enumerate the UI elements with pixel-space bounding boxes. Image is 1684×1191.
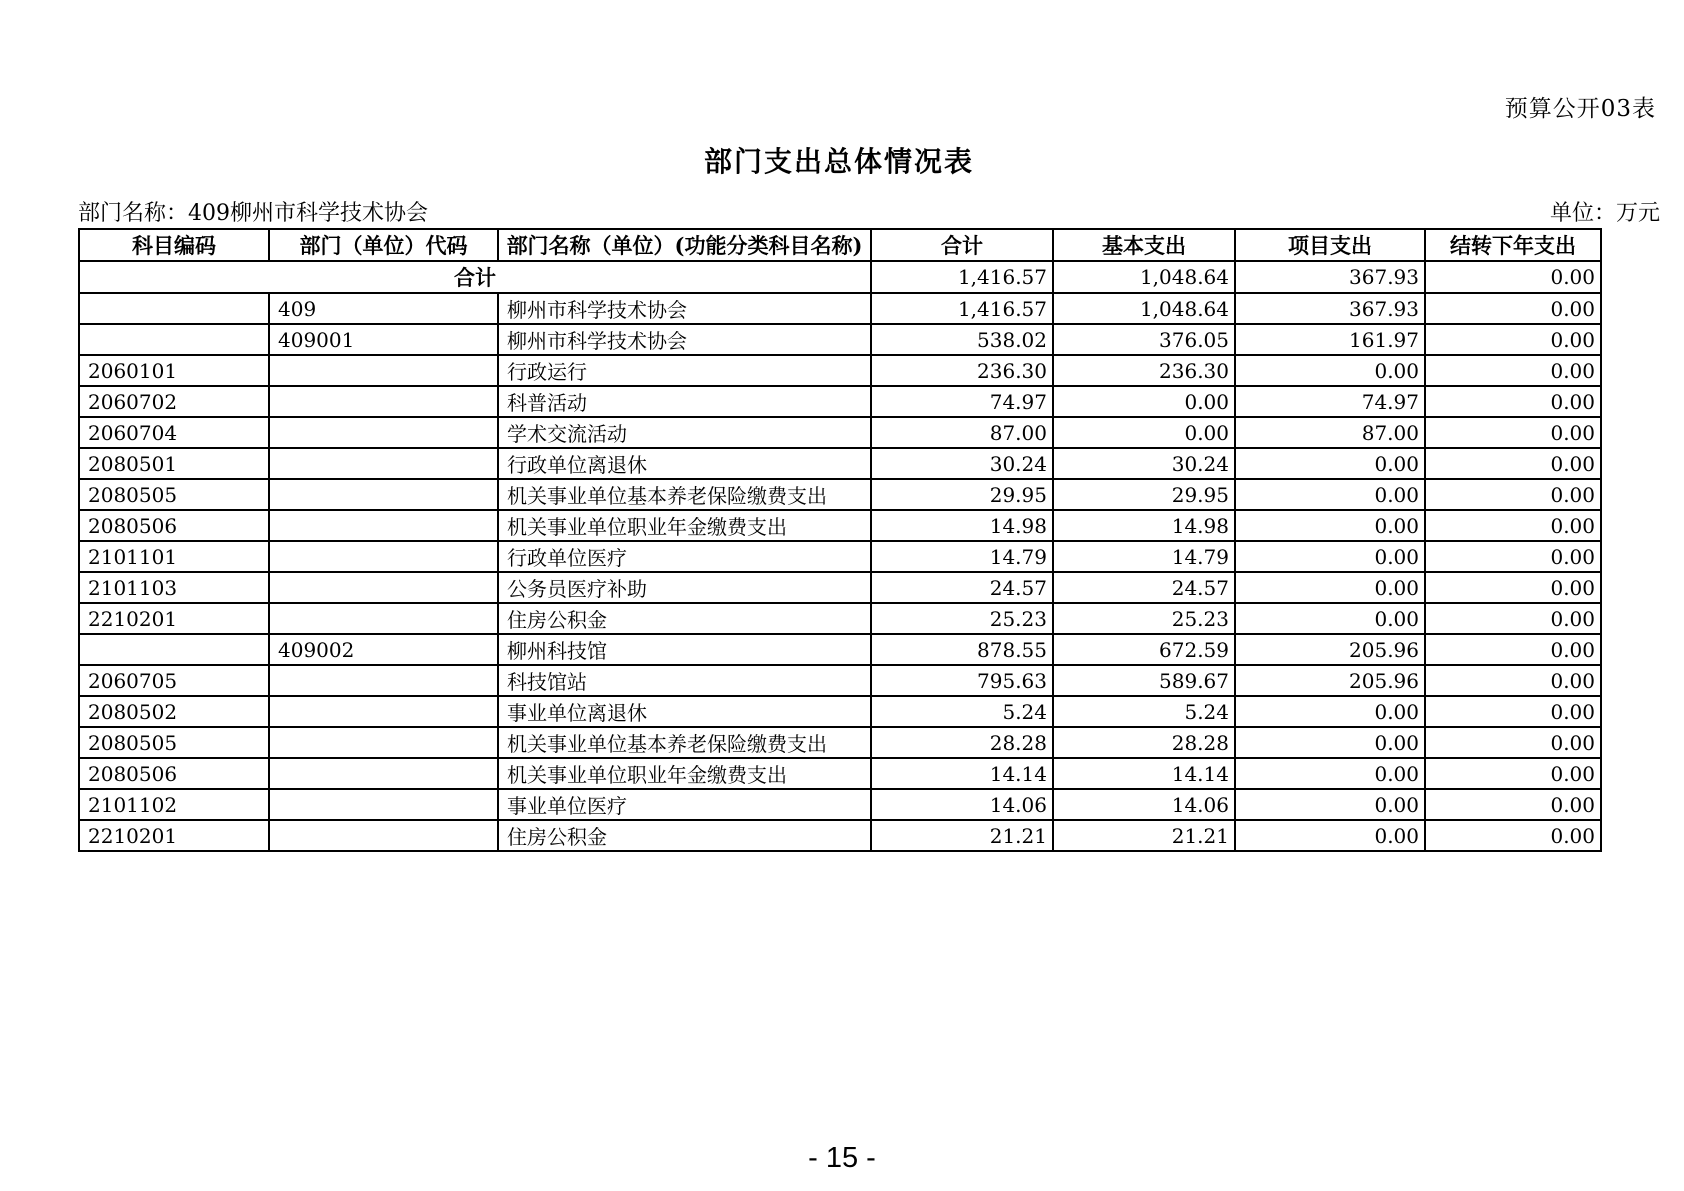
table-row — [79, 758, 1601, 789]
cell-basic: 29.95 — [1053, 479, 1235, 510]
doc-sheet-label: 预算公开03表 — [1504, 96, 1656, 122]
cell-name: 住房公积金 — [498, 603, 871, 634]
cell-total: 21.21 — [871, 820, 1053, 851]
cell-total: 14.98 — [871, 510, 1053, 541]
cell-total: 538.02 — [871, 324, 1053, 355]
cell-project: 0.00 — [1235, 479, 1425, 510]
cell-dept-code — [269, 448, 498, 479]
cell-carryover: 0.00 — [1425, 820, 1601, 851]
table-row — [79, 789, 1601, 820]
cell-subject-code: 2080505 — [79, 479, 269, 510]
table-row — [79, 479, 1601, 510]
cell-subject-code: 2080501 — [79, 448, 269, 479]
cell-subject-code — [79, 293, 269, 324]
cell-project: 0.00 — [1235, 448, 1425, 479]
cell-dept-code — [269, 665, 498, 696]
cell-project: 0.00 — [1235, 696, 1425, 727]
cell-basic: 236.30 — [1053, 355, 1235, 386]
cell-dept-code — [269, 479, 498, 510]
cell-name: 行政运行 — [498, 355, 871, 386]
table-row — [79, 634, 1601, 665]
cell-carryover: 0.00 — [1425, 293, 1601, 324]
header-dept-code: 部门（单位）代码 — [269, 229, 498, 261]
header-basic-expenditure: 基本支出 — [1053, 229, 1235, 261]
cell-project: 87.00 — [1235, 417, 1425, 448]
table-row — [79, 417, 1601, 448]
cell-dept-code — [269, 572, 498, 603]
cell-total: 1,416.57 — [871, 293, 1053, 324]
total-row-section — [79, 261, 1601, 293]
cell-carryover: 0.00 — [1425, 417, 1601, 448]
cell-subject-code — [79, 634, 269, 665]
cell-basic: 0.00 — [1053, 417, 1235, 448]
table-row — [79, 541, 1601, 572]
header-dept-name: 部门名称（单位）(功能分类科目名称) — [498, 229, 871, 261]
header-total: 合计 — [871, 229, 1053, 261]
cell-carryover: 0.00 — [1425, 727, 1601, 758]
cell-project: 0.00 — [1235, 789, 1425, 820]
page-title: 部门支出总体情况表 — [703, 145, 974, 178]
cell-dept-code — [269, 820, 498, 851]
cell-name: 机关事业单位基本养老保险缴费支出 — [498, 727, 871, 758]
cell-total: 1,416.57 — [871, 261, 1053, 293]
cell-subject-code: 2080505 — [79, 727, 269, 758]
cell-project: 367.93 — [1235, 261, 1425, 293]
page-number: - 15 - — [808, 1142, 876, 1174]
cell-total: 28.28 — [871, 727, 1053, 758]
cell-subject-code: 2101101 — [79, 541, 269, 572]
cell-project: 0.00 — [1235, 820, 1425, 851]
cell-carryover: 0.00 — [1425, 603, 1601, 634]
cell-subject-code: 2060704 — [79, 417, 269, 448]
header-project-expenditure: 项目支出 — [1235, 229, 1425, 261]
cell-project: 0.00 — [1235, 758, 1425, 789]
cell-basic: 14.98 — [1053, 510, 1235, 541]
cell-name: 住房公积金 — [498, 820, 871, 851]
unit-label: 单位：万元 — [1549, 201, 1660, 226]
cell-carryover: 0.00 — [1425, 665, 1601, 696]
cell-project: 0.00 — [1235, 572, 1425, 603]
table-row — [79, 324, 1601, 355]
cell-project: 74.97 — [1235, 386, 1425, 417]
cell-carryover: 0.00 — [1425, 541, 1601, 572]
table-body — [79, 293, 1601, 851]
department-name-label: 部门名称：409柳州市科学技术协会 — [78, 201, 428, 226]
table-row — [79, 603, 1601, 634]
table-row — [79, 665, 1601, 696]
cell-carryover: 0.00 — [1425, 479, 1601, 510]
cell-name: 机关事业单位职业年金缴费支出 — [498, 510, 871, 541]
cell-basic: 24.57 — [1053, 572, 1235, 603]
cell-subject-code: 2080506 — [79, 510, 269, 541]
table-header-row — [79, 229, 1601, 261]
cell-dept-code — [269, 727, 498, 758]
cell-carryover: 0.00 — [1425, 789, 1601, 820]
cell-carryover: 0.00 — [1425, 448, 1601, 479]
cell-basic: 25.23 — [1053, 603, 1235, 634]
cell-basic: 30.24 — [1053, 448, 1235, 479]
cell-total: 24.57 — [871, 572, 1053, 603]
cell-subject-code — [79, 324, 269, 355]
cell-dept-code — [269, 355, 498, 386]
cell-dept-code — [269, 417, 498, 448]
cell-total: 14.14 — [871, 758, 1053, 789]
table-header — [79, 229, 1601, 261]
header-carryover-expenditure: 结转下年支出 — [1425, 229, 1601, 261]
grand-total-row — [79, 261, 1601, 293]
cell-basic: 376.05 — [1053, 324, 1235, 355]
cell-total: 878.55 — [871, 634, 1053, 665]
cell-basic: 14.79 — [1053, 541, 1235, 572]
cell-carryover: 0.00 — [1425, 634, 1601, 665]
cell-name: 事业单位医疗 — [498, 789, 871, 820]
cell-subject-code: 2210201 — [79, 820, 269, 851]
cell-total: 795.63 — [871, 665, 1053, 696]
cell-subject-code: 2080506 — [79, 758, 269, 789]
cell-dept-code — [269, 696, 498, 727]
cell-project: 205.96 — [1235, 634, 1425, 665]
cell-carryover: 0.00 — [1425, 261, 1601, 293]
cell-project: 0.00 — [1235, 727, 1425, 758]
cell-name: 柳州市科学技术协会 — [498, 324, 871, 355]
cell-basic: 5.24 — [1053, 696, 1235, 727]
cell-total: 29.95 — [871, 479, 1053, 510]
cell-carryover: 0.00 — [1425, 572, 1601, 603]
cell-basic: 672.59 — [1053, 634, 1235, 665]
cell-project: 0.00 — [1235, 510, 1425, 541]
cell-name: 科技馆站 — [498, 665, 871, 696]
cell-subject-code: 2080502 — [79, 696, 269, 727]
table-row — [79, 510, 1601, 541]
cell-dept-code — [269, 789, 498, 820]
cell-subject-code: 2210201 — [79, 603, 269, 634]
cell-subject-code: 2101103 — [79, 572, 269, 603]
cell-total: 30.24 — [871, 448, 1053, 479]
cell-name: 事业单位离退休 — [498, 696, 871, 727]
cell-dept-code — [269, 386, 498, 417]
table-row — [79, 727, 1601, 758]
cell-project: 0.00 — [1235, 355, 1425, 386]
cell-dept-code — [269, 541, 498, 572]
cell-total: 25.23 — [871, 603, 1053, 634]
cell-total: 14.06 — [871, 789, 1053, 820]
table-row — [79, 293, 1601, 324]
cell-project: 367.93 — [1235, 293, 1425, 324]
cell-name: 机关事业单位基本养老保险缴费支出 — [498, 479, 871, 510]
cell-subject-code: 2060101 — [79, 355, 269, 386]
table-row — [79, 448, 1601, 479]
table-info-line — [78, 196, 1660, 227]
cell-project: 0.00 — [1235, 541, 1425, 572]
cell-basic: 1,048.64 — [1053, 261, 1235, 293]
cell-name: 行政单位医疗 — [498, 541, 871, 572]
cell-carryover: 0.00 — [1425, 510, 1601, 541]
cell-dept-code — [269, 510, 498, 541]
cell-subject-code: 2060702 — [79, 386, 269, 417]
cell-carryover: 0.00 — [1425, 386, 1601, 417]
cell-basic: 0.00 — [1053, 386, 1235, 417]
cell-total: 5.24 — [871, 696, 1053, 727]
cell-basic: 1,048.64 — [1053, 293, 1235, 324]
cell-basic: 14.14 — [1053, 758, 1235, 789]
cell-basic: 14.06 — [1053, 789, 1235, 820]
cell-total-label: 合计 — [79, 261, 871, 293]
table-row — [79, 386, 1601, 417]
cell-name: 科普活动 — [498, 386, 871, 417]
cell-dept-code — [269, 603, 498, 634]
cell-total: 236.30 — [871, 355, 1053, 386]
table-row — [79, 355, 1601, 386]
cell-project: 0.00 — [1235, 603, 1425, 634]
cell-name: 学术交流活动 — [498, 417, 871, 448]
header-subject-code: 科目编码 — [79, 229, 269, 261]
cell-dept-code: 409001 — [269, 324, 498, 355]
cell-total: 14.79 — [871, 541, 1053, 572]
cell-name: 柳州市科学技术协会 — [498, 293, 871, 324]
cell-name: 公务员医疗补助 — [498, 572, 871, 603]
cell-subject-code: 2101102 — [79, 789, 269, 820]
cell-basic: 28.28 — [1053, 727, 1235, 758]
table-row — [79, 572, 1601, 603]
cell-carryover: 0.00 — [1425, 758, 1601, 789]
cell-basic: 589.67 — [1053, 665, 1235, 696]
cell-name: 柳州科技馆 — [498, 634, 871, 665]
cell-carryover: 0.00 — [1425, 324, 1601, 355]
cell-dept-code — [269, 758, 498, 789]
cell-dept-code: 409 — [269, 293, 498, 324]
cell-carryover: 0.00 — [1425, 355, 1601, 386]
expenditure-table — [78, 228, 1602, 852]
cell-name: 机关事业单位职业年金缴费支出 — [498, 758, 871, 789]
cell-total: 74.97 — [871, 386, 1053, 417]
cell-carryover: 0.00 — [1425, 696, 1601, 727]
cell-project: 205.96 — [1235, 665, 1425, 696]
table-row — [79, 820, 1601, 851]
table-row — [79, 696, 1601, 727]
cell-dept-code: 409002 — [269, 634, 498, 665]
cell-project: 161.97 — [1235, 324, 1425, 355]
cell-basic: 21.21 — [1053, 820, 1235, 851]
cell-name: 行政单位离退休 — [498, 448, 871, 479]
cell-subject-code: 2060705 — [79, 665, 269, 696]
cell-total: 87.00 — [871, 417, 1053, 448]
